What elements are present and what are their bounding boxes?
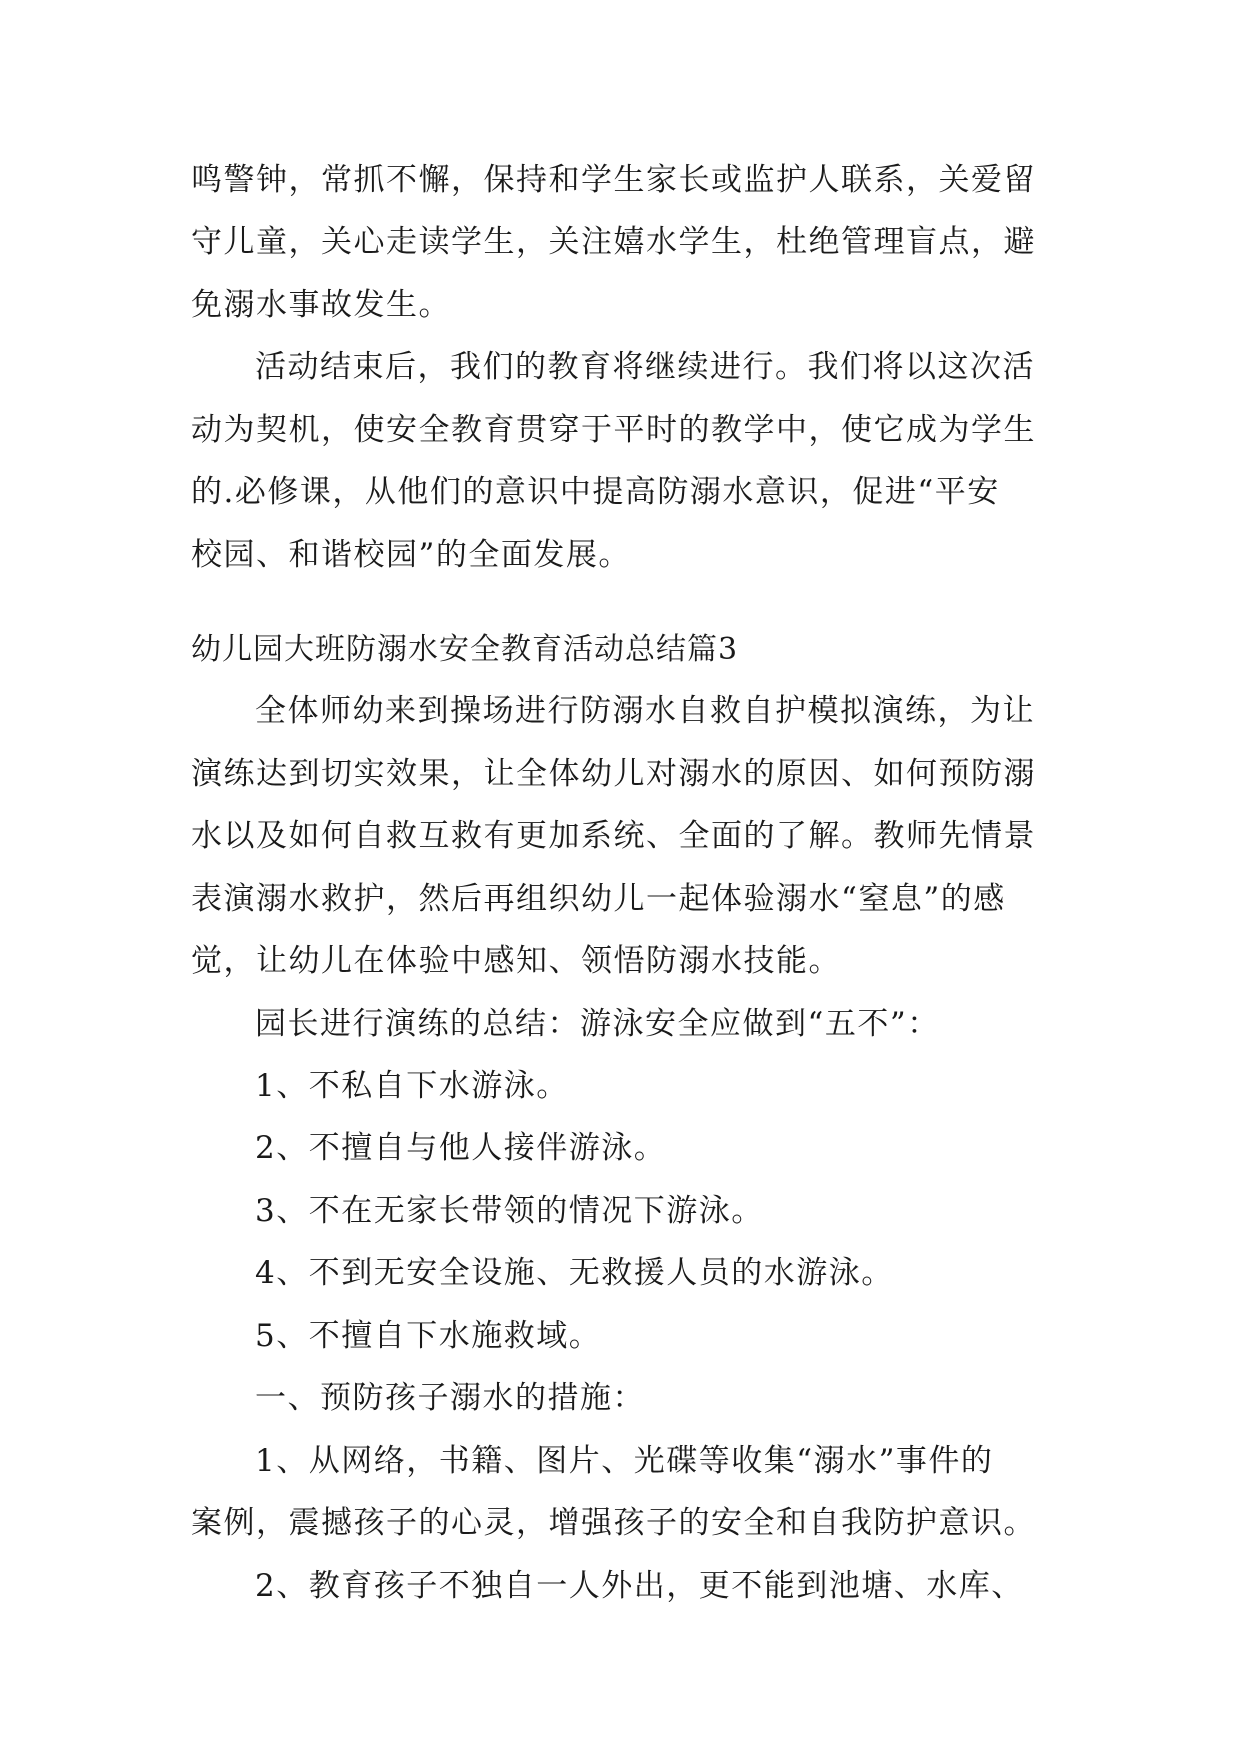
summary-intro: 园长进行演练的总结：游泳安全应做到“五不”： xyxy=(255,1006,940,1042)
paragraph-line: 表演溺水救护，然后再组织幼儿一起体验溺水“窒息”的感 xyxy=(191,881,1006,917)
measures-heading: 一、预防孩子溺水的措施： xyxy=(255,1380,645,1416)
paragraph-line: 免溺水事故发生。 xyxy=(191,287,451,323)
paragraph-line: 演练达到切实效果，让全体幼儿对溺水的原因、如何预防溺 xyxy=(191,756,1036,792)
paragraph-line: 觉，让幼儿在体验中感知、领悟防溺水技能。 xyxy=(191,943,841,979)
list-item: 1、不私自下水游泳。 xyxy=(255,1068,569,1104)
section-title: 幼儿园大班防溺水安全教育活动总结篇3 xyxy=(191,632,739,667)
paragraph-line: 案例，震撼孩子的心灵，增强孩子的安全和自我防护意识。 xyxy=(191,1505,1036,1541)
list-item: 2、不擅自与他人接伴游泳。 xyxy=(255,1130,667,1166)
paragraph-line: 校园、和谐校园”的全面发展。 xyxy=(191,537,631,573)
paragraph-line: 鸣警钟，常抓不懈，保持和学生家长或监护人联系，关爱留 xyxy=(191,162,1036,198)
list-item: 4、不到无安全设施、无救援人员的水游泳。 xyxy=(255,1255,894,1291)
list-item: 3、不在无家长带领的情况下游泳。 xyxy=(255,1193,764,1229)
paragraph-line: 1、从网络，书籍、图片、光碟等收集“溺水”事件的 xyxy=(255,1443,994,1479)
list-item: 5、不擅自下水施救域。 xyxy=(255,1318,602,1354)
paragraph-line: 全体师幼来到操场进行防溺水自救自护模拟演练，为让 xyxy=(255,693,1035,729)
paragraph-line: 水以及如何自救互救有更加系统、全面的了解。教师先情景 xyxy=(191,818,1036,854)
paragraph-line: 的.必修课，从他们的意识中提高防溺水意识，促进“平安 xyxy=(191,474,1000,510)
paragraph-line: 2、教育孩子不独自一人外出，更不能到池塘、水库、 xyxy=(255,1568,1024,1604)
paragraph-line: 活动结束后，我们的教育将继续进行。我们将以这次活 xyxy=(255,349,1035,385)
paragraph-line: 动为契机，使安全教育贯穿于平时的教学中，使它成为学生 xyxy=(191,412,1036,448)
paragraph-line: 守儿童，关心走读学生，关注嬉水学生，杜绝管理盲点，避 xyxy=(191,224,1036,260)
